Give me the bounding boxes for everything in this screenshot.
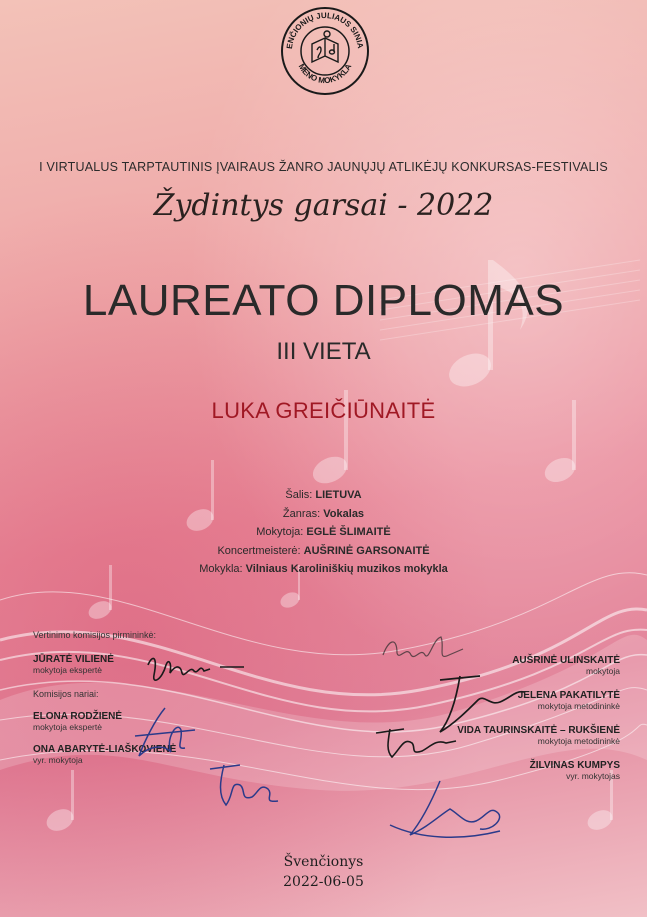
jury-member-name: ONA ABARYTĖ-LIAŠKOVIENĖ <box>33 744 177 755</box>
jury-member-name: JELENA PAKATILYTĖ <box>517 690 620 701</box>
jury-member-name: JŪRATĖ VILIENĖ <box>33 654 114 665</box>
accompanist-row <box>0 542 647 561</box>
school-label: Mokykla: <box>199 563 243 575</box>
jury-member-name: VIDA TAURINSKAITĖ – RUKŠIENĖ <box>457 725 620 736</box>
genre-value: Vokalas <box>323 507 365 520</box>
accompanist-label: Koncertmeisterė: <box>217 544 301 557</box>
jury-member-name: AUŠRINĖ ULINSKAITĖ <box>512 655 620 666</box>
seal-top-text: ENČIONIŲ JULIAUS SINIA <box>285 10 365 50</box>
jury-member-name: ELONA RODŽIENĖ <box>33 711 123 722</box>
jury-member-role: vyr. mokytoja <box>33 755 83 765</box>
festival-subtitle: I VIRTUALUS TARPTAUTINIS ĮVAIRAUS ŽANRO JAUNŲJŲ ATLIKĖJŲ KONKURSAS-FESTIVALIS <box>39 160 608 174</box>
jury-member-name: ŽILVINAS KUMPYS <box>529 760 620 771</box>
accompanist-value: AUŠRINĖ GARSONAITĖ <box>303 544 430 557</box>
city: Švenčionys <box>283 854 364 870</box>
teacher-value: EGLĖ ŠLIMAITĖ <box>306 526 391 538</box>
jury-member-role: mokytoja <box>585 666 620 676</box>
genre-label: Žanras: <box>282 507 321 520</box>
school-row <box>0 560 647 579</box>
signature-kumpys <box>380 775 510 845</box>
jury-chair-label: Vertinimo komisijos pirmininkė: <box>33 630 157 640</box>
jury-member-role: mokytoja ekspertė <box>33 722 102 732</box>
jury-member-role: vyr. mokytojas <box>566 771 620 781</box>
date: 2022-06-05 <box>283 874 364 890</box>
teacher-label: Mokytoja: <box>256 526 304 538</box>
jury-member-role: mokytoja metodininkė <box>537 701 620 711</box>
festival-title: Žydintys garsai - 2022 <box>153 188 494 223</box>
diploma-title: LAUREATO DIPLOMAS <box>82 276 565 325</box>
school-value: Vilniaus Karoliniškių muzikos mokykla <box>245 563 448 575</box>
award-place: III VIETA <box>276 338 371 365</box>
jury-member-role: mokytoja metodininkė <box>537 736 620 746</box>
signature-rodziene <box>125 700 205 770</box>
signature-abaryte <box>200 755 290 815</box>
school-seal <box>280 6 370 96</box>
svg-text:MENO MOKYKLA <box>297 62 354 85</box>
genre-row <box>0 505 647 524</box>
laureate-name: LUKA GREIČIŪNAITĖ <box>211 398 436 423</box>
country-label: Šalis: <box>285 489 313 501</box>
country-row <box>0 486 647 505</box>
signature-taurinskaite <box>370 715 460 765</box>
signature-viliene <box>140 645 250 695</box>
book-note-emblem-icon <box>312 31 338 62</box>
seal-bottom-text: MENO MOKYKLA <box>296 62 354 86</box>
signature-ulinskaite <box>375 625 470 675</box>
jury-member-role: mokytoja ekspertė <box>33 665 102 675</box>
jury-members-label: Komisijos nariai: <box>33 689 99 699</box>
country-value: LIETUVA <box>315 489 362 501</box>
participant-info <box>0 486 647 579</box>
teacher-row <box>0 523 647 542</box>
